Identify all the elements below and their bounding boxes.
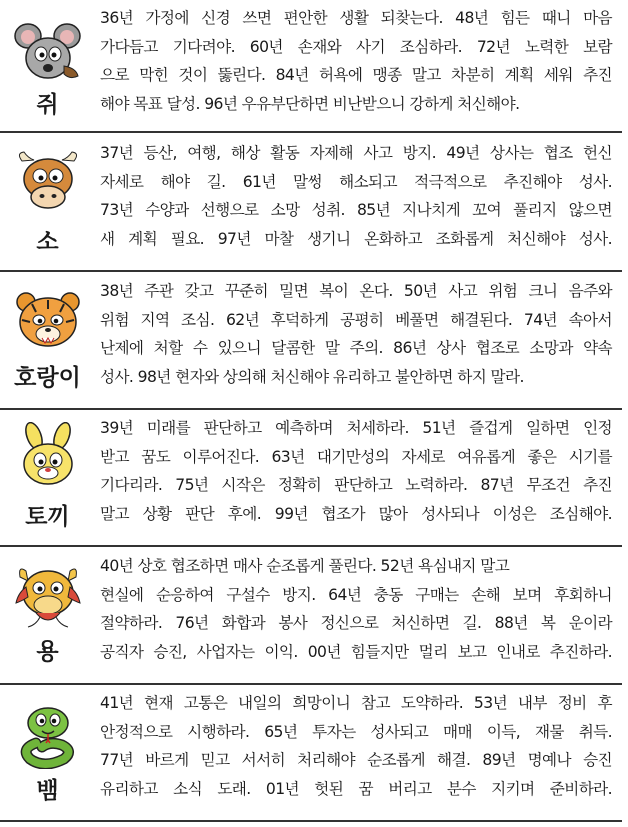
zodiac-entry-ox [0, 133, 628, 270]
animal-name: 호랑이 [14, 365, 81, 391]
text-line: 해야 목표 달성. 96년 우유부단하면 비난받으니 강하게 처신해야. [100, 94, 520, 113]
text-line: 난제에 처할 수 있으니 달콤한 말 주의. 86년 상사 협조로 소망과 약속 [100, 339, 612, 358]
text-line: 자세로 해야 길. 61년 말썽 해소되고 적극적으로 추진해야 성사. [100, 172, 612, 191]
text-line: 절약하라. 76년 화합과 봉사 정신으로 처신하면 길. 88년 복 운이라 [100, 614, 612, 633]
text-line: 위험 지역 조심. 62년 후덕하게 공평히 베풀면 해결된다. 74년 속아서 [100, 310, 612, 329]
zodiac-entry-rat [0, 0, 628, 131]
animal-name: 용 [36, 639, 59, 665]
divider [0, 820, 622, 822]
fortune-text [100, 414, 612, 528]
snake-icon [12, 703, 84, 769]
text-line: 41년 현재 고통은 내일의 희망이니 참고 도약하라. 53년 내부 정비 후 [100, 694, 612, 712]
ox-icon [12, 151, 84, 213]
text-line: 현실에 순응하여 구설수 방지. 64년 충동 구매는 손해 보며 후회하니 [100, 585, 612, 604]
text-line: 77년 바르게 믿고 서서히 처리해야 순조롭게 해결. 89년 명예나 승진 [100, 751, 612, 770]
text-line: 38년 주관 갖고 꾸준히 밀면 복이 온다. 50년 사고 위험 크니 음주와 [100, 282, 612, 300]
text-line: 공직자 승진, 사업자는 이익. 00년 힘들지만 멀리 보고 인내로 추진하라. [100, 642, 612, 661]
text-line: 39년 미래를 판단하고 예측하며 처세하라. 51년 즐겁게 일하면 인정 [100, 419, 612, 437]
text-line: 가다듬고 기다려야. 60년 손재와 사기 조심하라. 72년 노력한 보람 [100, 37, 612, 56]
tiger-icon [12, 290, 84, 352]
fortune-text [100, 689, 612, 803]
text-line: 말고 상황 판단 후에. 99년 협조가 많아 성사되나 이성은 조심해야. [100, 504, 612, 523]
text-line: 40년 상호 협조하면 매사 순조롭게 풀린다. 52년 욕심내지 말고 [100, 557, 510, 575]
text-line: 기다리라. 75년 시작은 정확히 판단하고 노력하라. 87년 무조건 추진 [100, 476, 612, 495]
animal-name: 소 [36, 229, 59, 255]
animal-name: 쥐 [36, 92, 59, 118]
text-line: 73년 수양과 선행으로 소망 성취. 85년 지나치게 꼬여 풀리지 않으면 [100, 201, 612, 220]
zodiac-entry-tiger [0, 272, 628, 408]
text-line: 성사. 98년 현자와 상의해 처신해야 유리하고 불안하면 하지 말라. [100, 367, 524, 386]
text-line: 유리하고 소식 도래. 01년 헛된 꿈 버리고 분수 지키며 준비하라. [100, 779, 612, 798]
rabbit-icon [12, 422, 84, 490]
fortune-text [100, 139, 612, 253]
fortune-text [100, 277, 612, 391]
text-line: 새 계획 필요. 97년 마찰 생기니 온화하고 조화롭게 처신해야 성사. [100, 229, 612, 248]
dragon-icon [12, 561, 84, 629]
zodiac-entry-rabbit [0, 410, 628, 545]
zodiac-entry-dragon [0, 547, 628, 683]
fortune-text [100, 552, 612, 666]
text-line: 안정적으로 시행하라. 65년 투자는 성사되고 매매 이득, 재물 취득. [100, 722, 612, 741]
text-line: 으로 막힌 것이 뚫린다. 84년 허욕에 맹종 말고 차분히 계획 세워 추진 [100, 66, 612, 85]
animal-name: 뱀 [36, 778, 59, 804]
fortune-text [100, 4, 612, 118]
text-line: 37년 등산, 여행, 해상 활동 자제해 사고 방지. 49년 상사는 협조 헌신 [100, 144, 612, 162]
text-line: 받고 꿈도 이루어진다. 63년 대기만성의 자세로 여유롭게 좋은 시기를 [100, 447, 612, 466]
rat-icon [12, 22, 84, 84]
zodiac-entry-snake [0, 685, 628, 820]
animal-name: 토끼 [25, 504, 70, 530]
text-line: 36년 가정에 신경 쓰면 편안한 생활 되찾는다. 48년 힘든 때니 마음 [100, 9, 612, 27]
